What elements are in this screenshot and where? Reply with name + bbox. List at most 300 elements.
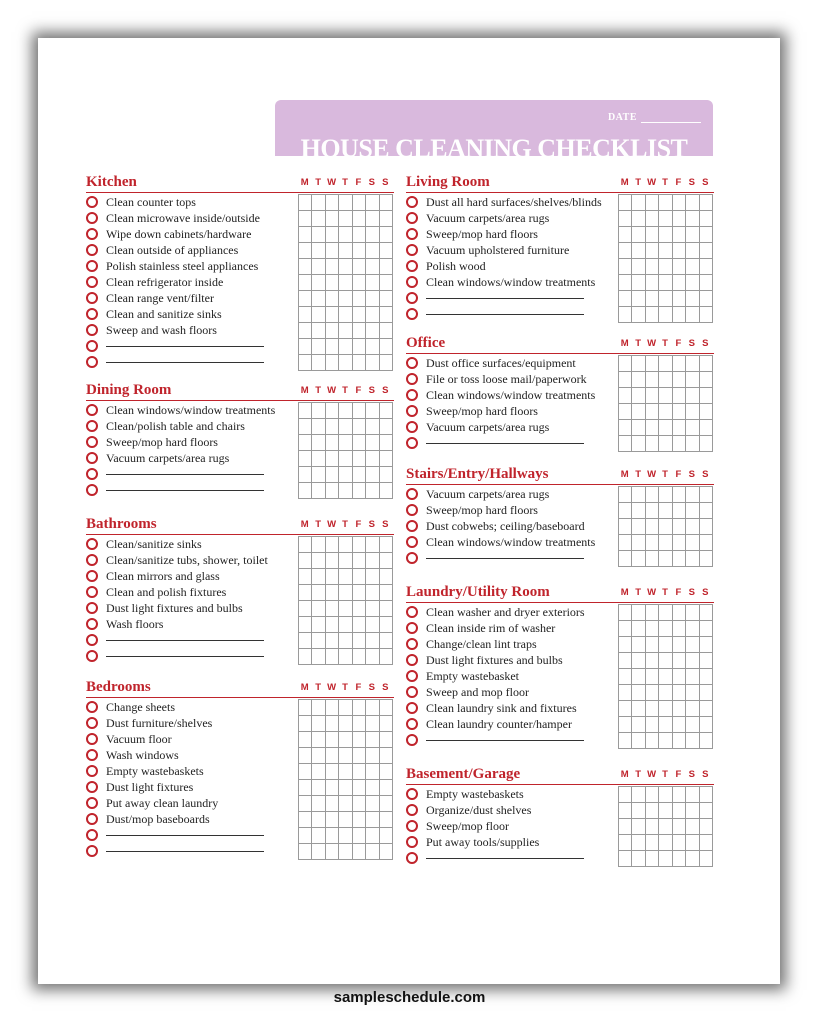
day-check-cell[interactable]	[312, 467, 325, 483]
day-check-cell[interactable]	[659, 275, 672, 291]
day-check-cell[interactable]	[299, 339, 312, 355]
checkbox-circle-icon[interactable]	[406, 488, 418, 500]
checkbox-circle-icon[interactable]	[406, 702, 418, 714]
day-check-cell[interactable]	[353, 195, 366, 211]
day-check-cell[interactable]	[686, 835, 699, 851]
day-check-cell[interactable]	[646, 787, 659, 803]
day-check-cell[interactable]	[673, 195, 686, 211]
day-check-cell[interactable]	[619, 519, 632, 535]
checkbox-circle-icon[interactable]	[406, 196, 418, 208]
day-check-cell[interactable]	[700, 356, 713, 372]
day-check-cell[interactable]	[619, 243, 632, 259]
day-check-cell[interactable]	[326, 796, 339, 812]
day-check-cell[interactable]	[673, 436, 686, 452]
day-check-cell[interactable]	[353, 700, 366, 716]
day-check-cell[interactable]	[366, 355, 379, 371]
day-check-cell[interactable]	[659, 519, 672, 535]
day-check-cell[interactable]	[619, 605, 632, 621]
day-check-cell[interactable]	[299, 585, 312, 601]
day-check-cell[interactable]	[380, 211, 393, 227]
day-check-cell[interactable]	[686, 717, 699, 733]
day-check-cell[interactable]	[380, 323, 393, 339]
day-check-cell[interactable]	[339, 403, 352, 419]
day-check-cell[interactable]	[312, 617, 325, 633]
day-check-cell[interactable]	[339, 748, 352, 764]
day-check-cell[interactable]	[299, 483, 312, 499]
blank-task-line[interactable]	[426, 306, 584, 315]
day-check-cell[interactable]	[299, 617, 312, 633]
checkbox-circle-icon[interactable]	[86, 554, 98, 566]
day-check-cell[interactable]	[700, 195, 713, 211]
day-check-cell[interactable]	[312, 355, 325, 371]
day-check-cell[interactable]	[659, 605, 672, 621]
day-check-cell[interactable]	[326, 275, 339, 291]
day-check-cell[interactable]	[619, 275, 632, 291]
day-check-cell[interactable]	[619, 372, 632, 388]
day-check-cell[interactable]	[686, 851, 699, 867]
day-check-cell[interactable]	[366, 435, 379, 451]
day-check-cell[interactable]	[299, 323, 312, 339]
day-check-cell[interactable]	[686, 653, 699, 669]
day-check-cell[interactable]	[686, 195, 699, 211]
day-check-cell[interactable]	[326, 243, 339, 259]
day-check-cell[interactable]	[312, 211, 325, 227]
day-check-cell[interactable]	[686, 420, 699, 436]
day-check-cell[interactable]	[659, 637, 672, 653]
day-check-cell[interactable]	[366, 323, 379, 339]
day-check-cell[interactable]	[659, 195, 672, 211]
day-check-cell[interactable]	[686, 787, 699, 803]
day-check-cell[interactable]	[659, 835, 672, 851]
day-check-cell[interactable]	[673, 787, 686, 803]
day-check-cell[interactable]	[353, 403, 366, 419]
day-check-cell[interactable]	[646, 535, 659, 551]
day-check-cell[interactable]	[312, 633, 325, 649]
day-check-cell[interactable]	[339, 732, 352, 748]
day-check-cell[interactable]	[339, 764, 352, 780]
checkbox-circle-icon[interactable]	[86, 618, 98, 630]
day-check-cell[interactable]	[299, 633, 312, 649]
blank-task-line[interactable]	[426, 290, 584, 299]
day-check-cell[interactable]	[299, 291, 312, 307]
day-check-cell[interactable]	[673, 851, 686, 867]
day-check-cell[interactable]	[700, 551, 713, 567]
day-check-cell[interactable]	[380, 435, 393, 451]
day-check-cell[interactable]	[659, 259, 672, 275]
day-check-cell[interactable]	[380, 451, 393, 467]
day-check-cell[interactable]	[353, 812, 366, 828]
day-check-cell[interactable]	[686, 356, 699, 372]
day-check-cell[interactable]	[339, 339, 352, 355]
day-check-cell[interactable]	[632, 372, 645, 388]
day-check-cell[interactable]	[619, 819, 632, 835]
day-check-cell[interactable]	[299, 451, 312, 467]
day-check-cell[interactable]	[646, 195, 659, 211]
day-check-cell[interactable]	[646, 259, 659, 275]
day-check-cell[interactable]	[339, 553, 352, 569]
day-check-cell[interactable]	[366, 211, 379, 227]
day-check-cell[interactable]	[659, 535, 672, 551]
day-check-cell[interactable]	[659, 211, 672, 227]
day-check-cell[interactable]	[299, 716, 312, 732]
day-check-cell[interactable]	[646, 388, 659, 404]
day-check-cell[interactable]	[380, 195, 393, 211]
day-check-cell[interactable]	[659, 487, 672, 503]
day-check-cell[interactable]	[380, 649, 393, 665]
day-check-cell[interactable]	[326, 649, 339, 665]
day-check-cell[interactable]	[339, 291, 352, 307]
day-check-cell[interactable]	[646, 307, 659, 323]
day-check-cell[interactable]	[646, 701, 659, 717]
day-check-cell[interactable]	[366, 483, 379, 499]
day-check-cell[interactable]	[380, 537, 393, 553]
day-check-cell[interactable]	[619, 503, 632, 519]
day-check-cell[interactable]	[353, 553, 366, 569]
day-check-cell[interactable]	[686, 669, 699, 685]
checkbox-circle-icon[interactable]	[86, 701, 98, 713]
day-check-cell[interactable]	[619, 835, 632, 851]
checkbox-circle-icon[interactable]	[406, 373, 418, 385]
checkbox-circle-icon[interactable]	[86, 650, 98, 662]
day-check-cell[interactable]	[632, 551, 645, 567]
checkbox-circle-icon[interactable]	[86, 468, 98, 480]
day-check-cell[interactable]	[312, 339, 325, 355]
day-check-cell[interactable]	[299, 467, 312, 483]
day-check-cell[interactable]	[326, 307, 339, 323]
day-check-cell[interactable]	[686, 487, 699, 503]
checkbox-circle-icon[interactable]	[86, 602, 98, 614]
day-check-cell[interactable]	[700, 291, 713, 307]
day-check-cell[interactable]	[632, 291, 645, 307]
day-check-cell[interactable]	[659, 701, 672, 717]
day-check-cell[interactable]	[366, 259, 379, 275]
day-check-cell[interactable]	[659, 356, 672, 372]
day-check-cell[interactable]	[619, 851, 632, 867]
day-check-cell[interactable]	[326, 716, 339, 732]
blank-task-line[interactable]	[106, 648, 264, 657]
day-check-cell[interactable]	[353, 585, 366, 601]
day-check-cell[interactable]	[673, 605, 686, 621]
day-check-cell[interactable]	[353, 323, 366, 339]
day-check-cell[interactable]	[673, 372, 686, 388]
blank-task-line[interactable]	[426, 550, 584, 559]
day-check-cell[interactable]	[326, 700, 339, 716]
day-check-cell[interactable]	[673, 388, 686, 404]
checkbox-circle-icon[interactable]	[86, 733, 98, 745]
day-check-cell[interactable]	[632, 637, 645, 653]
day-check-cell[interactable]	[673, 307, 686, 323]
checkbox-circle-icon[interactable]	[86, 420, 98, 432]
day-check-cell[interactable]	[700, 211, 713, 227]
day-check-cell[interactable]	[339, 585, 352, 601]
day-check-cell[interactable]	[366, 243, 379, 259]
checkbox-circle-icon[interactable]	[406, 788, 418, 800]
day-check-cell[interactable]	[686, 621, 699, 637]
day-check-cell[interactable]	[659, 503, 672, 519]
day-check-cell[interactable]	[312, 483, 325, 499]
day-check-cell[interactable]	[299, 796, 312, 812]
day-check-cell[interactable]	[380, 339, 393, 355]
day-check-cell[interactable]	[312, 700, 325, 716]
checkbox-circle-icon[interactable]	[406, 389, 418, 401]
day-check-cell[interactable]	[659, 653, 672, 669]
day-check-cell[interactable]	[646, 803, 659, 819]
day-check-cell[interactable]	[619, 420, 632, 436]
day-check-cell[interactable]	[686, 685, 699, 701]
day-check-cell[interactable]	[299, 275, 312, 291]
day-check-cell[interactable]	[366, 732, 379, 748]
day-check-cell[interactable]	[339, 716, 352, 732]
checkbox-circle-icon[interactable]	[86, 308, 98, 320]
day-check-cell[interactable]	[312, 291, 325, 307]
day-check-cell[interactable]	[646, 685, 659, 701]
day-check-cell[interactable]	[673, 733, 686, 749]
day-check-cell[interactable]	[686, 503, 699, 519]
day-check-cell[interactable]	[686, 259, 699, 275]
day-check-cell[interactable]	[312, 435, 325, 451]
day-check-cell[interactable]	[700, 259, 713, 275]
day-check-cell[interactable]	[673, 803, 686, 819]
day-check-cell[interactable]	[659, 404, 672, 420]
day-check-cell[interactable]	[380, 617, 393, 633]
day-check-cell[interactable]	[339, 812, 352, 828]
checkbox-circle-icon[interactable]	[86, 356, 98, 368]
checkbox-circle-icon[interactable]	[86, 244, 98, 256]
day-check-cell[interactable]	[646, 605, 659, 621]
checkbox-circle-icon[interactable]	[406, 606, 418, 618]
day-check-cell[interactable]	[700, 851, 713, 867]
day-check-cell[interactable]	[632, 819, 645, 835]
day-check-cell[interactable]	[326, 467, 339, 483]
day-check-cell[interactable]	[659, 291, 672, 307]
day-check-cell[interactable]	[312, 649, 325, 665]
day-check-cell[interactable]	[326, 323, 339, 339]
day-check-cell[interactable]	[619, 436, 632, 452]
day-check-cell[interactable]	[632, 653, 645, 669]
day-check-cell[interactable]	[312, 764, 325, 780]
day-check-cell[interactable]	[659, 307, 672, 323]
day-check-cell[interactable]	[646, 819, 659, 835]
day-check-cell[interactable]	[700, 701, 713, 717]
day-check-cell[interactable]	[673, 356, 686, 372]
day-check-cell[interactable]	[700, 669, 713, 685]
day-check-cell[interactable]	[299, 307, 312, 323]
day-check-cell[interactable]	[619, 291, 632, 307]
day-check-cell[interactable]	[632, 851, 645, 867]
day-check-cell[interactable]	[380, 633, 393, 649]
checkbox-circle-icon[interactable]	[406, 437, 418, 449]
checkbox-circle-icon[interactable]	[406, 654, 418, 666]
day-check-cell[interactable]	[659, 243, 672, 259]
day-check-cell[interactable]	[632, 195, 645, 211]
checkbox-circle-icon[interactable]	[406, 836, 418, 848]
day-check-cell[interactable]	[632, 717, 645, 733]
day-check-cell[interactable]	[632, 519, 645, 535]
day-check-cell[interactable]	[366, 700, 379, 716]
day-check-cell[interactable]	[686, 637, 699, 653]
day-check-cell[interactable]	[673, 243, 686, 259]
day-check-cell[interactable]	[339, 275, 352, 291]
checkbox-circle-icon[interactable]	[86, 484, 98, 496]
checkbox-circle-icon[interactable]	[406, 686, 418, 698]
day-check-cell[interactable]	[366, 601, 379, 617]
day-check-cell[interactable]	[646, 356, 659, 372]
day-check-cell[interactable]	[312, 243, 325, 259]
day-check-cell[interactable]	[632, 605, 645, 621]
day-check-cell[interactable]	[380, 243, 393, 259]
day-check-cell[interactable]	[299, 601, 312, 617]
checkbox-circle-icon[interactable]	[406, 421, 418, 433]
day-check-cell[interactable]	[646, 717, 659, 733]
checkbox-circle-icon[interactable]	[406, 734, 418, 746]
day-check-cell[interactable]	[299, 195, 312, 211]
day-check-cell[interactable]	[380, 716, 393, 732]
day-check-cell[interactable]	[326, 828, 339, 844]
day-check-cell[interactable]	[366, 195, 379, 211]
day-check-cell[interactable]	[353, 275, 366, 291]
day-check-cell[interactable]	[312, 796, 325, 812]
checkbox-circle-icon[interactable]	[86, 829, 98, 841]
day-check-cell[interactable]	[619, 307, 632, 323]
day-check-cell[interactable]	[673, 835, 686, 851]
day-check-cell[interactable]	[299, 812, 312, 828]
checkbox-circle-icon[interactable]	[86, 813, 98, 825]
day-check-cell[interactable]	[646, 551, 659, 567]
day-check-cell[interactable]	[339, 569, 352, 585]
day-check-cell[interactable]	[326, 355, 339, 371]
day-check-cell[interactable]	[339, 211, 352, 227]
checkbox-circle-icon[interactable]	[86, 781, 98, 793]
day-check-cell[interactable]	[299, 227, 312, 243]
day-check-cell[interactable]	[299, 649, 312, 665]
day-check-cell[interactable]	[686, 605, 699, 621]
day-check-cell[interactable]	[339, 537, 352, 553]
day-check-cell[interactable]	[326, 633, 339, 649]
checkbox-circle-icon[interactable]	[86, 717, 98, 729]
day-check-cell[interactable]	[686, 551, 699, 567]
day-check-cell[interactable]	[632, 669, 645, 685]
day-check-cell[interactable]	[353, 435, 366, 451]
day-check-cell[interactable]	[632, 535, 645, 551]
day-check-cell[interactable]	[326, 601, 339, 617]
day-check-cell[interactable]	[659, 733, 672, 749]
day-check-cell[interactable]	[353, 844, 366, 860]
day-check-cell[interactable]	[380, 812, 393, 828]
day-check-cell[interactable]	[312, 732, 325, 748]
day-check-cell[interactable]	[353, 483, 366, 499]
day-check-cell[interactable]	[366, 339, 379, 355]
checkbox-circle-icon[interactable]	[406, 536, 418, 548]
day-check-cell[interactable]	[353, 355, 366, 371]
checkbox-circle-icon[interactable]	[86, 845, 98, 857]
day-check-cell[interactable]	[700, 519, 713, 535]
day-check-cell[interactable]	[700, 388, 713, 404]
day-check-cell[interactable]	[380, 227, 393, 243]
day-check-cell[interactable]	[659, 787, 672, 803]
day-check-cell[interactable]	[353, 227, 366, 243]
day-check-cell[interactable]	[619, 701, 632, 717]
day-check-cell[interactable]	[700, 487, 713, 503]
day-check-cell[interactable]	[646, 733, 659, 749]
day-check-cell[interactable]	[299, 748, 312, 764]
day-check-cell[interactable]	[619, 535, 632, 551]
day-check-cell[interactable]	[353, 617, 366, 633]
blank-task-line[interactable]	[426, 850, 584, 859]
checkbox-circle-icon[interactable]	[406, 357, 418, 369]
day-check-cell[interactable]	[353, 601, 366, 617]
day-check-cell[interactable]	[312, 451, 325, 467]
day-check-cell[interactable]	[299, 243, 312, 259]
day-check-cell[interactable]	[366, 403, 379, 419]
day-check-cell[interactable]	[353, 259, 366, 275]
checkbox-circle-icon[interactable]	[86, 586, 98, 598]
day-check-cell[interactable]	[659, 436, 672, 452]
day-check-cell[interactable]	[326, 569, 339, 585]
day-check-cell[interactable]	[646, 420, 659, 436]
day-check-cell[interactable]	[632, 503, 645, 519]
day-check-cell[interactable]	[686, 733, 699, 749]
day-check-cell[interactable]	[299, 844, 312, 860]
checkbox-circle-icon[interactable]	[86, 292, 98, 304]
day-check-cell[interactable]	[700, 535, 713, 551]
checkbox-circle-icon[interactable]	[406, 308, 418, 320]
day-check-cell[interactable]	[700, 605, 713, 621]
day-check-cell[interactable]	[646, 243, 659, 259]
day-check-cell[interactable]	[686, 243, 699, 259]
day-check-cell[interactable]	[686, 404, 699, 420]
day-check-cell[interactable]	[299, 355, 312, 371]
day-check-cell[interactable]	[632, 275, 645, 291]
day-check-cell[interactable]	[700, 685, 713, 701]
day-check-cell[interactable]	[673, 227, 686, 243]
day-check-cell[interactable]	[659, 717, 672, 733]
day-check-cell[interactable]	[686, 535, 699, 551]
day-check-cell[interactable]	[312, 259, 325, 275]
checkbox-circle-icon[interactable]	[406, 504, 418, 516]
checkbox-circle-icon[interactable]	[86, 260, 98, 272]
day-check-cell[interactable]	[673, 519, 686, 535]
day-check-cell[interactable]	[632, 307, 645, 323]
day-check-cell[interactable]	[326, 259, 339, 275]
day-check-cell[interactable]	[659, 388, 672, 404]
day-check-cell[interactable]	[380, 553, 393, 569]
day-check-cell[interactable]	[326, 585, 339, 601]
day-check-cell[interactable]	[673, 551, 686, 567]
day-check-cell[interactable]	[686, 819, 699, 835]
day-check-cell[interactable]	[380, 467, 393, 483]
day-check-cell[interactable]	[380, 844, 393, 860]
day-check-cell[interactable]	[339, 259, 352, 275]
day-check-cell[interactable]	[299, 435, 312, 451]
day-check-cell[interactable]	[339, 780, 352, 796]
day-check-cell[interactable]	[312, 585, 325, 601]
day-check-cell[interactable]	[353, 451, 366, 467]
day-check-cell[interactable]	[646, 669, 659, 685]
day-check-cell[interactable]	[326, 812, 339, 828]
day-check-cell[interactable]	[632, 211, 645, 227]
day-check-cell[interactable]	[632, 733, 645, 749]
day-check-cell[interactable]	[686, 227, 699, 243]
day-check-cell[interactable]	[700, 621, 713, 637]
day-check-cell[interactable]	[339, 617, 352, 633]
day-check-cell[interactable]	[632, 487, 645, 503]
checkbox-circle-icon[interactable]	[406, 670, 418, 682]
day-check-cell[interactable]	[673, 701, 686, 717]
day-check-cell[interactable]	[632, 701, 645, 717]
day-check-cell[interactable]	[380, 748, 393, 764]
day-check-cell[interactable]	[700, 243, 713, 259]
day-check-cell[interactable]	[312, 748, 325, 764]
